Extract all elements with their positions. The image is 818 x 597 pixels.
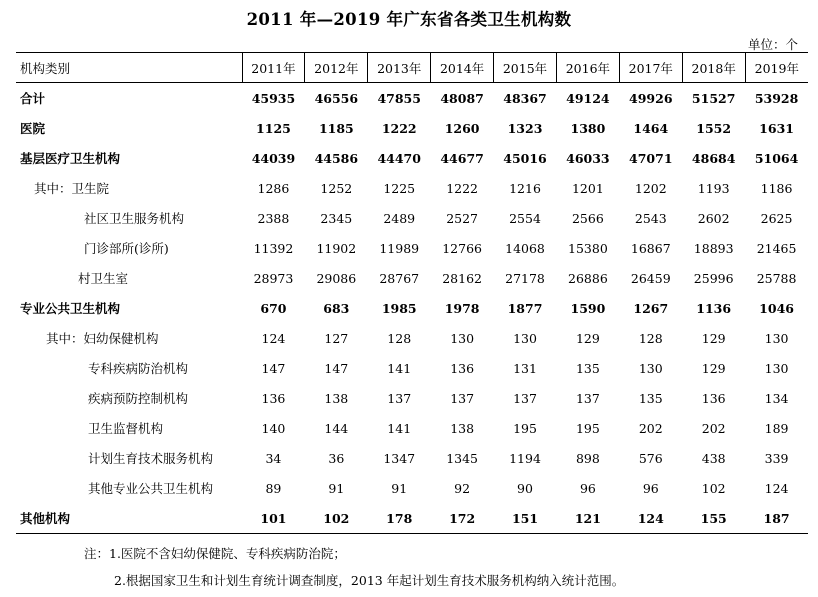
table-cell: 44039: [251, 150, 296, 166]
row-label: 合计: [20, 91, 46, 106]
table-cell: 898: [575, 450, 600, 466]
table-cell: 47855: [377, 90, 421, 106]
column-header-year: 2016年: [556, 53, 619, 83]
table-cell: 135: [575, 360, 600, 376]
table-row: [16, 503, 808, 534]
table-row: [16, 263, 808, 293]
row-label: 其中：卫生院: [34, 181, 110, 196]
table-cell: 53928: [754, 90, 799, 106]
table-cell: 49926: [629, 90, 673, 106]
row-label: 专科疾病防治机构: [88, 361, 189, 376]
table-cell: 1985: [381, 300, 417, 316]
table-cell: 130: [638, 360, 663, 376]
table-cell: 44677: [440, 150, 484, 166]
table-cell: 36: [328, 450, 345, 466]
table-cell: 576: [638, 450, 663, 466]
table-cell: 91: [328, 480, 345, 496]
table-cell: 129: [701, 360, 726, 376]
table-cell: 29086: [316, 270, 357, 286]
table-cell: 1202: [634, 180, 667, 196]
table-cell: 1252: [320, 180, 353, 196]
table-cell: 121: [556, 503, 619, 534]
table-cell: 1260: [444, 120, 480, 136]
table-cell: 21465: [756, 240, 797, 256]
table-cell: 18893: [693, 240, 734, 256]
table-cell: 1590: [570, 300, 606, 316]
table-cell: 124: [261, 330, 286, 346]
table-cell: 102: [701, 480, 726, 496]
table-row: [16, 113, 808, 143]
table-cell: 141: [387, 420, 412, 436]
table-cell: 1193: [697, 180, 730, 196]
table-cell: 670: [260, 300, 287, 316]
table-cell: 48087: [440, 90, 484, 106]
table-cell: 27178: [505, 270, 545, 286]
table-cell: 137: [575, 390, 600, 406]
row-label: 村卫生室: [78, 271, 129, 286]
table-cell: 2602: [697, 210, 730, 226]
table-cell: 202: [701, 420, 726, 436]
table-cell: 28973: [253, 270, 294, 286]
table-cell: 1631: [759, 120, 794, 136]
row-label: 门诊部所(诊所): [84, 241, 169, 256]
table-cell: 172: [431, 503, 494, 534]
table-cell: 1323: [507, 120, 543, 136]
table-cell: 189: [764, 420, 789, 436]
table-cell: 128: [387, 330, 412, 346]
table-row: [16, 293, 808, 323]
table-cell: 51064: [754, 150, 799, 166]
column-header-year: 2019年: [745, 53, 808, 83]
table-row: [16, 233, 808, 263]
table-cell: 1267: [633, 300, 669, 316]
table-cell: 129: [575, 330, 600, 346]
row-label: 专业公共卫生机构: [20, 301, 121, 316]
table-cell: 339: [764, 450, 789, 466]
row-label: 其他机构: [16, 503, 242, 534]
table-cell: 28767: [379, 270, 420, 286]
unit-label: 单位：个: [747, 37, 798, 52]
row-label: 计划生育技术服务机构: [88, 451, 214, 466]
table-cell: 16867: [630, 240, 671, 256]
table-row: [16, 443, 808, 473]
table-cell: 91: [391, 480, 408, 496]
table-row: [16, 353, 808, 383]
stats-table: [16, 52, 808, 534]
table-cell: 15380: [568, 240, 608, 256]
table-cell: 136: [450, 360, 475, 376]
table-cell: 25788: [756, 270, 797, 286]
table-cell: 90: [517, 480, 533, 496]
table-cell: 1877: [507, 300, 543, 316]
table-row: [16, 473, 808, 503]
table-cell: 1136: [696, 300, 732, 316]
table-cell: 45935: [251, 90, 296, 106]
table-cell: 46033: [566, 150, 610, 166]
column-header-category: 机构类别: [16, 53, 242, 83]
table-cell: 34: [265, 450, 282, 466]
table-row: [16, 83, 808, 114]
table-cell: 136: [261, 390, 286, 406]
table-cell: 1216: [509, 180, 541, 196]
table-cell: 2489: [383, 210, 416, 226]
table-cell: 28162: [442, 270, 482, 286]
table-cell: 137: [387, 390, 412, 406]
column-header-year: 2015年: [494, 53, 557, 83]
table-cell: 130: [764, 360, 789, 376]
column-header-year: 2012年: [305, 53, 368, 83]
table-cell: 14068: [505, 240, 545, 256]
table-cell: 195: [575, 420, 600, 436]
table-cell: 11392: [253, 240, 294, 256]
row-label: 医院: [20, 121, 46, 136]
table-cell: 1347: [383, 450, 416, 466]
table-cell: 144: [324, 420, 349, 436]
table-cell: 96: [642, 480, 659, 496]
table-row: [16, 173, 808, 203]
table-cell: 141: [387, 360, 412, 376]
table-cell: 202: [638, 420, 663, 436]
table-cell: 187: [745, 503, 808, 534]
table-cell: 155: [682, 503, 745, 534]
table-cell: 1046: [759, 300, 794, 316]
table-cell: 140: [261, 420, 286, 436]
table-cell: 2625: [760, 210, 793, 226]
table-cell: 1186: [760, 180, 793, 196]
table-cell: 2554: [509, 210, 541, 226]
table-cell: 44470: [377, 150, 421, 166]
table-cell: 130: [513, 330, 537, 346]
table-cell: 147: [261, 360, 286, 376]
table-cell: 44586: [314, 150, 359, 166]
table-cell: 96: [579, 480, 596, 496]
table-cell: 25996: [693, 270, 734, 286]
table-cell: 12766: [442, 240, 482, 256]
table-cell: 438: [701, 450, 726, 466]
table-cell: 1345: [446, 450, 479, 466]
table-row: [16, 323, 808, 353]
table-cell: 124: [764, 480, 789, 496]
table-cell: 129: [701, 330, 726, 346]
table-cell: 92: [454, 480, 471, 496]
column-header-year: 2013年: [368, 53, 431, 83]
row-label: 社区卫生服务机构: [84, 211, 185, 226]
row-label: 基层医疗卫生机构: [20, 151, 121, 166]
table-cell: 147: [324, 360, 349, 376]
table-cell: 124: [619, 503, 682, 534]
footnote-1: 注：1.医院不含妇幼保健院、专科疾病防治院；: [84, 546, 346, 561]
table-cell: 51527: [691, 90, 736, 106]
table-cell: 178: [368, 503, 431, 534]
row-label: 疾病预防控制机构: [88, 391, 189, 406]
table-cell: 2566: [571, 210, 604, 226]
table-cell: 102: [305, 503, 368, 534]
table-cell: 45016: [503, 150, 547, 166]
table-cell: 11902: [316, 240, 357, 256]
table-cell: 1201: [571, 180, 604, 196]
table-cell: 138: [324, 390, 349, 406]
table-cell: 1286: [257, 180, 290, 196]
table-cell: 1225: [383, 180, 416, 196]
table-cell: 49124: [566, 90, 610, 106]
table-cell: 131: [513, 360, 537, 376]
table-cell: 2543: [634, 210, 667, 226]
table-cell: 2527: [446, 210, 479, 226]
row-label: 其中：妇幼保健机构: [46, 331, 159, 346]
table-cell: 11989: [379, 240, 420, 256]
table-cell: 48367: [503, 90, 547, 106]
table-row: [16, 383, 808, 413]
table-cell: 130: [450, 330, 475, 346]
table-cell: 2345: [320, 210, 353, 226]
table-cell: 1552: [696, 120, 732, 136]
table-cell: 101: [242, 503, 305, 534]
column-header-year: 2017年: [619, 53, 682, 83]
table-cell: 46556: [314, 90, 359, 106]
table-row: [16, 203, 808, 233]
column-header-year: 2014年: [431, 53, 494, 83]
header-row: [16, 53, 808, 83]
table-cell: 128: [638, 330, 663, 346]
table-title: 2011 年—2019 年广东省各类卫生机构数: [246, 10, 572, 29]
table-cell: 1185: [318, 120, 354, 136]
table-cell: 1194: [509, 450, 541, 466]
footnote-2: 2.根据国家卫生和计划生育统计调查制度，2013 年起计划生育技术服务机构纳入统计范围。: [114, 573, 625, 588]
table-cell: 136: [701, 390, 726, 406]
table-cell: 195: [513, 420, 537, 436]
table-cell: 26459: [630, 270, 671, 286]
table-cell: 135: [638, 390, 663, 406]
table-cell: 130: [764, 330, 789, 346]
table-cell: 683: [323, 300, 350, 316]
table-cell: 2388: [257, 210, 290, 226]
table-cell: 89: [265, 480, 282, 496]
table-cell: 151: [494, 503, 557, 534]
table-cell: 48684: [691, 150, 736, 166]
table-cell: 137: [513, 390, 537, 406]
table-cell: 1464: [633, 120, 669, 136]
table-row: [16, 143, 808, 173]
table-cell: 1222: [446, 180, 479, 196]
table-cell: 47071: [629, 150, 673, 166]
row-label: 卫生监督机构: [88, 421, 164, 436]
table-cell: 1978: [444, 300, 480, 316]
table-cell: 1125: [256, 120, 291, 136]
column-header-year: 2011年: [242, 53, 305, 83]
table-cell: 1380: [570, 120, 606, 136]
table-cell: 134: [764, 390, 789, 406]
row-label: 其他专业公共卫生机构: [88, 481, 214, 496]
table-cell: 26886: [568, 270, 608, 286]
column-header-year: 2018年: [682, 53, 745, 83]
table-cell: 138: [450, 420, 475, 436]
table-cell: 137: [450, 390, 475, 406]
table-row: [16, 413, 808, 443]
table-cell: 127: [324, 330, 349, 346]
table-cell: 1222: [381, 120, 417, 136]
